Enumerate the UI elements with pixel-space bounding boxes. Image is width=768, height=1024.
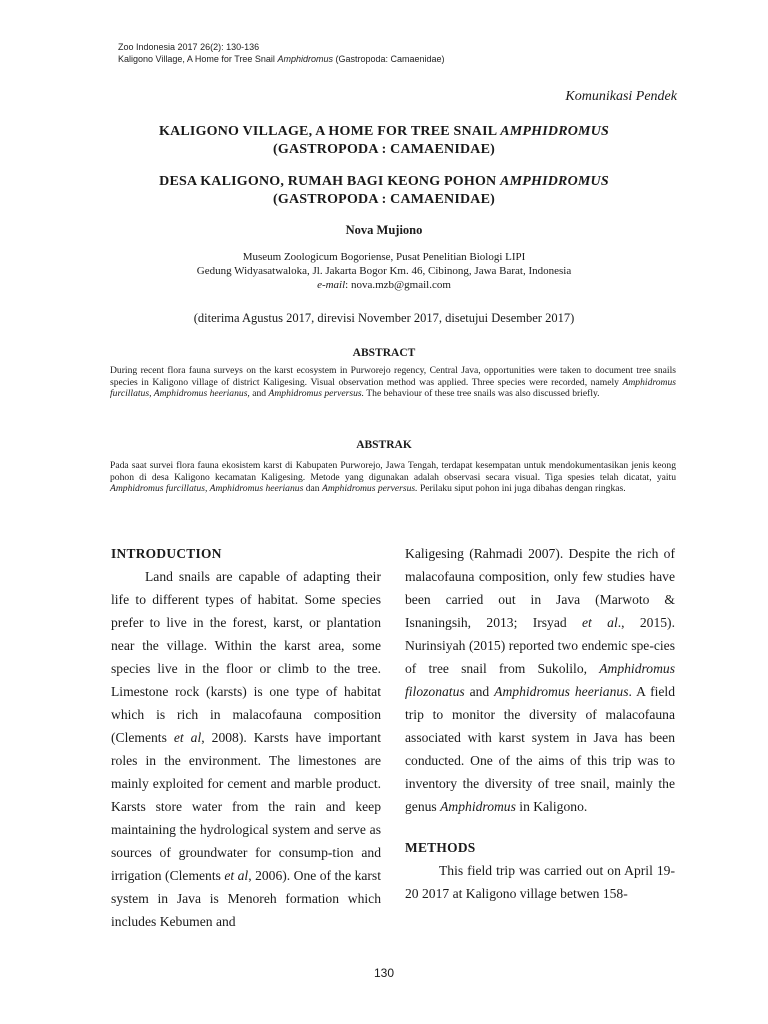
email-address[interactable]: : nova.mzb@gmail.com <box>345 279 451 291</box>
affiliation <box>60 250 708 292</box>
abstract-heading: ABSTRACT <box>352 347 416 359</box>
left-column <box>111 542 381 933</box>
intro-text: . A field trip to monitor the diversity of malacofauna associated with karst system in Java has been conducted. One of the aims of this trip was to inventory the diversity of tree snail, mainly the genus <box>405 684 675 814</box>
abstrak-text-part: dan <box>303 483 322 495</box>
article-type: Komunikasi Pendek <box>565 89 677 104</box>
abstract-text <box>110 365 676 400</box>
abstract-species: Amphidromus furcillatus, Amphidromus heerianus, <box>110 376 676 400</box>
intro-etal: et al <box>224 868 249 883</box>
intro-text: Land snails are capable of adapting their life to different types of habitat. Some species prefer to live in the forest, karst, or plantation near the village. Within the karst area, some species live in the floor or climb to the tree. Limestone rock (karsts) is one type of habitat which is rich in malacofauna composition (Clements <box>111 569 381 745</box>
intro-text: , 2006). One of the karst system in Java is Menoreh formation which includes Kebumen and <box>111 868 381 929</box>
title-en-line2: (GASTROPODA : CAMAENIDAE) <box>273 142 495 157</box>
email-label: e-mail <box>317 279 346 291</box>
intro-text: in Kaligono. <box>515 799 588 814</box>
intro-continued-paragraph <box>405 542 675 818</box>
intro-genus: Amphidromus <box>440 799 516 814</box>
intro-species: Amphidromus filozonatus <box>405 661 675 699</box>
intro-text: Kaligesing (Rahmadi 2007). Despite the rich of malacofauna composition, only few studies have been carried out in Java (Marwoto & Isnaningsih, 2013; Irsyad <box>405 546 675 630</box>
email-line <box>60 278 708 292</box>
abstrak-species: Amphidromus furcillatus, Amphidromus heerianus <box>110 483 304 495</box>
abstract-text-part: The behaviour of these tree snails was also discussed briefly. <box>364 388 600 400</box>
running-title-genus: Amphidromus <box>277 54 333 64</box>
running-title <box>118 53 445 65</box>
affiliation-line1: Museum Zoologicum Bogoriense, Pusat Penelitian Biologi LIPI <box>242 251 526 263</box>
introduction-paragraph <box>111 565 381 933</box>
right-column <box>405 542 675 905</box>
running-title-family: (Gastropoda: Camaenidae) <box>332 54 445 64</box>
title-id-genus: AMPHIDROMUS <box>500 174 609 189</box>
intro-text: and <box>464 684 495 699</box>
title-id-line1: DESA KALIGONO, RUMAH BAGI KEONG POHON <box>159 174 501 189</box>
title-indonesian <box>60 173 708 209</box>
affiliation-line2: Gedung Widyasatwaloka, Jl. Jakarta Bogor Km. 46, Cibinong, Jawa Barat, Indonesia <box>196 265 572 277</box>
running-header <box>118 41 445 65</box>
journal-citation: Zoo Indonesia 2017 26(2): 130-136 <box>118 42 260 52</box>
intro-text: ., 2015). Nurinsiyah (2015) reported two endemic spe-cies of tree snail from Sukolilo, <box>405 615 675 676</box>
abstrak-text <box>110 460 676 495</box>
abstrak-species: Amphidromus perversus. <box>321 483 418 495</box>
abstract-text-part: During recent flora fauna surveys on the karst ecosystem in Purworejo regency, Central Java, opportunities were taken to document tree snails species in Kaligono village of district Kaligesing. Visual observation method was applied. Three species were recorded, namely <box>110 365 676 388</box>
methods-paragraph: This field trip was carried out on April 19-20 2017 at Kaligono village betwen 158- <box>405 863 675 901</box>
abstract-species: Amphidromus perversus. <box>268 388 365 400</box>
introduction-heading: INTRODUCTION <box>111 546 222 561</box>
title-id-line2: (GASTROPODA : CAMAENIDAE) <box>273 192 495 207</box>
title-en-line1: KALIGONO VILLAGE, A HOME FOR TREE SNAIL <box>158 124 501 139</box>
author-name: Nova Mujiono <box>345 223 423 237</box>
abstrak-heading: ABSTRAK <box>356 439 412 451</box>
page-number: 130 <box>373 966 395 980</box>
abstrak-text-part: Pada saat survei flora fauna ekosistem karst di Kabupaten Purworejo, Jawa Tengah, terdapat kesempatan untuk mendokumentasikan jenis keong pohon di desa Kaligono kecamatan Kaligesing. Metode yang digunakan adalah observasi secara visual. Tiga spesies telah dicatat, yaitu <box>110 460 676 483</box>
title-english <box>60 123 708 159</box>
abstract-text-part: and <box>249 388 269 400</box>
submission-dates: (diterima Agustus 2017, direvisi November 2017, disetujui Desember 2017) <box>193 311 575 325</box>
methods-heading: METHODS <box>405 840 476 855</box>
running-title-text: Kaligono Village, A Home for Tree Snail <box>118 54 278 64</box>
title-en-genus: AMPHIDROMUS <box>500 124 609 139</box>
abstrak-text-part: Perilaku siput pohon ini juga dibahas dengan ringkas. <box>417 483 626 495</box>
intro-species: Amphidromus heerianus <box>494 684 629 699</box>
intro-etal: et al <box>173 730 202 745</box>
intro-text: , 2008). Karsts have important roles in the environment. The limestones are mainly exploited for cement and marble product. Karsts store water from the rain and keep maintaining the hydrological system and serve as sources of groundwater for consump-tion and irrigation (Clements <box>111 730 381 883</box>
intro-etal: et al <box>582 615 618 630</box>
